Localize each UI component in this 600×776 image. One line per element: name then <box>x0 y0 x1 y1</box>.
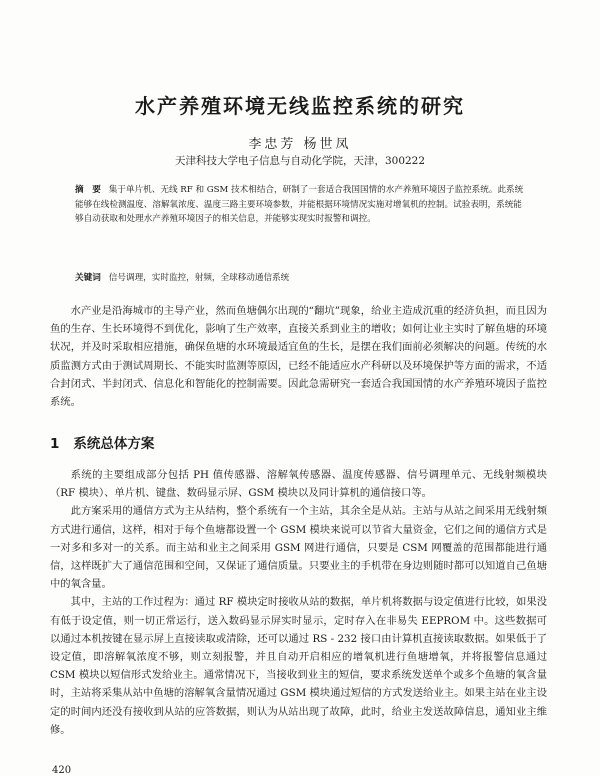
keywords-label: 关键词 <box>75 273 101 283</box>
abstract <box>75 183 530 227</box>
intro-paragraph: 水产业是沿海城市的主导产业，然而鱼塘偶尔出现的“翻坑”现象，给业主造成沉重的经济负担，而且因为鱼的生存、生长环境得不到优化，影响了生产效率，直接关系到业主的增收；如何让业主实时了解鱼塘的环境状况，并及时采取相应措施，确保鱼塘的水环境最适宜鱼的生长，是摆在我们面前必须解决的问题。传统的水质监测方式由于测试周期长、不能实时监测等原因，已经不能适应水产科研以及环境保护等方面的需求，不适合封闭式、半封闭式、信息化和智能化的控制需要。因此急需研究一套适合我国国情的水产养殖环境因子监控系统。 <box>50 305 547 409</box>
body-paragraph: 此方案采用的通信方式为主从结构，整个系统有一个主站，其余全是从站。主站与从站之间采用无线射频方式进行通信，这样，相对于每个鱼塘都设置一个 GSM 模块来说可以节省大量资金，它们之间的通信方式是一对多和多对一的关系。而主站和业主之间采用 GSM 网进行通信，只要是 CSM 网覆盖的范围都能进行通信，这样既扩大了通信范围和空间，又保证了通信质量。只要业主的手机带在身边则随时都可以知道自己鱼塘中的氧含量。 <box>50 505 547 591</box>
paper-title: 水产养殖环境无线监控系统的研究 <box>135 94 465 118</box>
section-heading <box>50 432 154 452</box>
page-number: 420 <box>52 765 72 776</box>
section-body <box>50 466 547 739</box>
keywords-text: 信号调理，实时监控，射频，全球移动通信系统 <box>108 273 290 283</box>
abstract-label: 摘 要 <box>75 185 101 195</box>
body-paragraph: 系统的主要组成部分包括 PH 值传感器、溶解氧传感器、温度传感器、信号调理单元、无线射频模块（RF 模块）、单片机、键盘、数码显示屏、GSM 模块以及同计算机的通信接口等。 <box>50 469 547 500</box>
body-paragraph: 其中，主站的工作过程为：通过 RF 模块定时接收从站的数据，单片机将数据与设定值进行比较，如果没有低于设定值，则一切正常运行，送入数码显示屏实时显示，定时存入在非易失 EEPROM 中。这些数据可以通过本机按键在显示屏上直接读取或清除，还可以通过 RS - 232 接口由计算机直接读取数据。如果低于了设定值，即溶解氧浓度不够，则立刻报警，并且自动开启相应的增氧机进行鱼塘增氧，并将报警信息通过 CSM 模块以短信形式发给业主。通常情况下，当接收到业主的短信，要求系统发送单个或多个鱼塘的氧含量时，主站将采集从站中鱼塘的溶解氧含量情况通过 GSM 模块通过短信的方式发送给业主。如果主站在业主设定的时间内还没有接收到从站的应答数据，则认为从站出现了故障，此时，给业主发送故障信息，通知业主维修。 <box>50 596 547 736</box>
section-title: 系统总体方案 <box>73 436 155 452</box>
abstract-text: 集于单片机、无线 RF 和 GSM 技术相结合，研制了一套适合我国国情的水产养殖环境因子监控系统。此系统能够在线检测温度、溶解氧浓度、温度三路主要环境参数，并能根据环境情况实施对增氧机的控制。试验表明，系统能够自动获取和处理水产养殖环境因子的相关信息，并能够实现实时报警和调控。 <box>75 185 524 224</box>
keywords <box>75 271 530 285</box>
paper-authors: 李忠芳 杨世凤 <box>248 137 352 152</box>
section-number: 1 <box>50 436 60 452</box>
paper-affiliation: 天津科技大学电子信息与自动化学院，天津，300222 <box>174 155 426 167</box>
